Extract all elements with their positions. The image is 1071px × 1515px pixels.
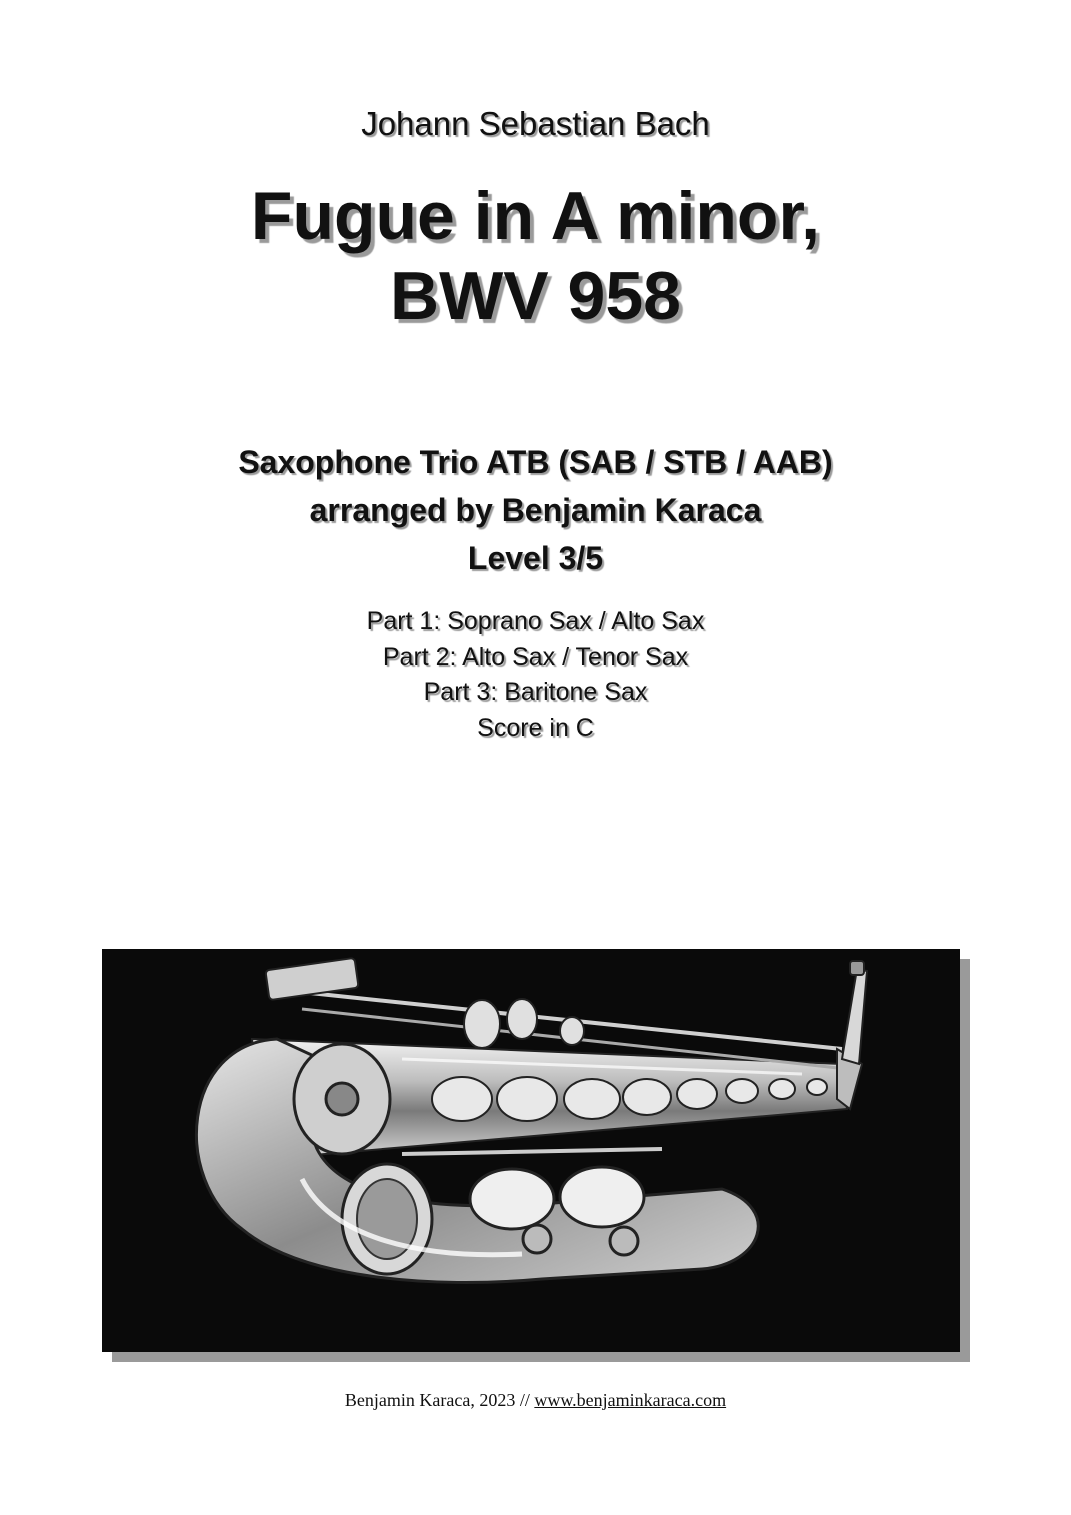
title-line-2: BWV 958 xyxy=(390,258,681,334)
saxophone-photo-frame xyxy=(102,949,960,1352)
website-link[interactable]: www.benjaminkaraca.com xyxy=(534,1390,727,1410)
footer-credit: Benjamin Karaca, 2023 // xyxy=(344,1390,535,1410)
part-item: Part 1: Soprano Sax / Alto Sax xyxy=(366,607,705,635)
footer xyxy=(0,1388,1071,1412)
saxophone-photo xyxy=(102,949,960,1352)
page-title xyxy=(0,176,1071,336)
part-item: Part 2: Alto Sax / Tenor Sax xyxy=(382,642,689,671)
ensemble-line: Saxophone Trio ATB (SAB / STB / AAB) xyxy=(238,444,833,480)
arrangement-info xyxy=(0,438,1071,582)
part-item: Part 3: Baritone Sax xyxy=(423,678,648,706)
part-item: Score in C xyxy=(477,713,594,742)
title-line-1: Fugue in A minor, xyxy=(250,178,821,254)
arranger-line: arranged by Benjamin Karaca xyxy=(309,492,762,528)
level-line: Level 3/5 xyxy=(467,540,604,576)
parts-list xyxy=(0,604,1071,746)
saxophone-illustration xyxy=(102,949,960,1352)
composer-name: Johann Sebastian Bach xyxy=(361,105,710,142)
